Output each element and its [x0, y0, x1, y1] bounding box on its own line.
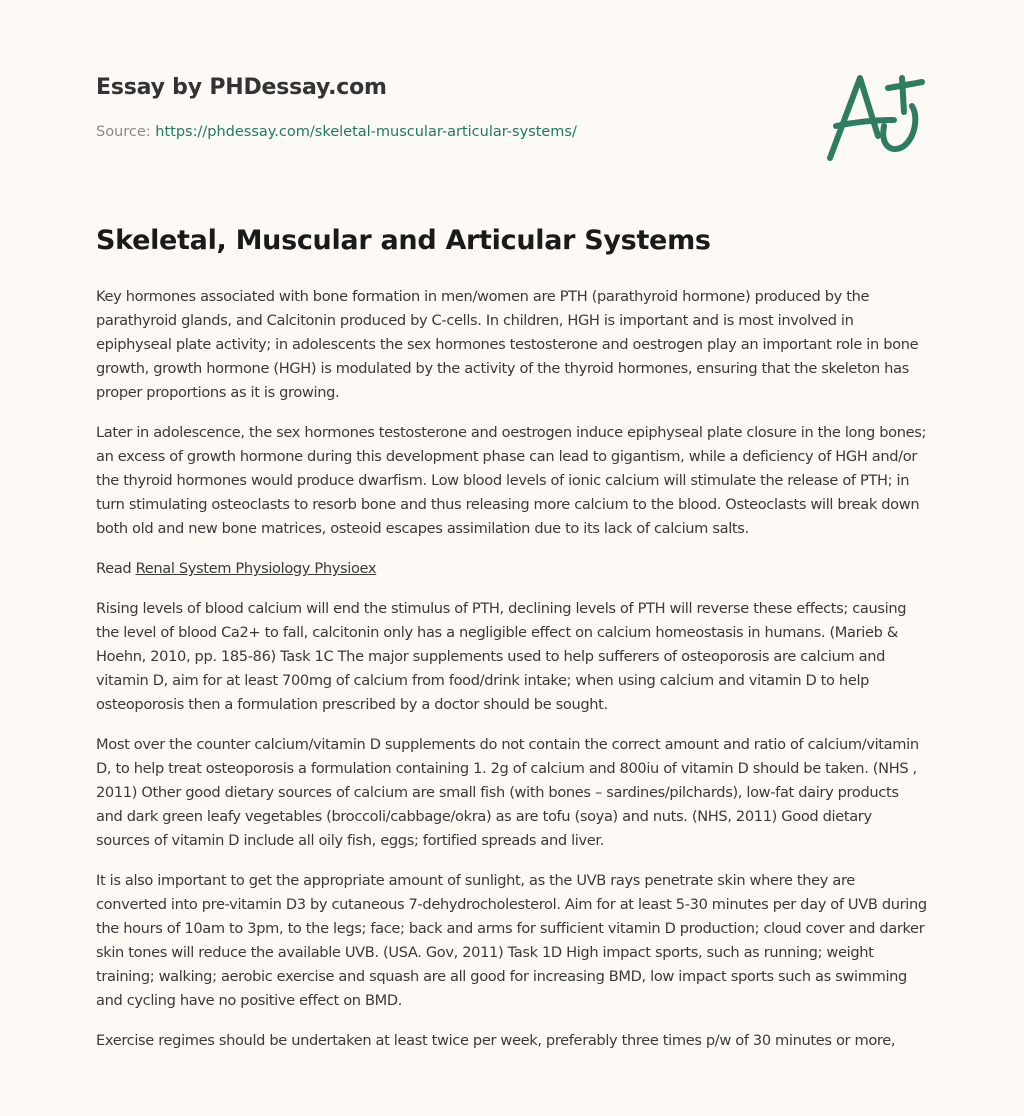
paragraph: Most over the counter calcium/vitamin D supplements do not contain the correct amount and ratio of calcium/vitamin D, to help treat osteoporosis a formulation containing 1. 2g of calcium and 800iu of vitamin D should be taken. (NHS , 2011) Other good dietary sources of calcium are small fish (with bones – sardines/pilchards), low-fat dairy products and dark green leafy vegetables (broccoli/cabbage/okra) as are tofu (soya) and nuts. (NHS, 2011) Good dietary sources of vitamin D include all oily fish, eggs; fortified spreads and liver.	[96, 736, 919, 849]
read-also-link[interactable]: Renal System Physiology Physioex	[135, 560, 377, 577]
paragraph: It is also important to get the appropriate amount of sunlight, as the UVB rays penetrate skin where they are converted into pre-vitamin D3 by cutaneous 7-dehydrocholesterol. Aim for at least 5-30 minutes per day of UVB during the hours of 10am to 3pm, to the legs; face; back and arms for sufficient vitamin D production; cloud cover and darker skin tones will reduce the available UVB. (USA. Gov, 2011) Task 1D High impact sports, such as running; weight training; walking; aerobic exercise and squash are all good for increasing BMD, low impact sports such as swimming and cycling have no positive effect on BMD.	[96, 872, 927, 1009]
source-link[interactable]: https://phdessay.com/skeletal-muscular-articular-systems/	[155, 124, 577, 140]
article-body	[96, 285, 928, 1069]
source-line	[96, 124, 577, 140]
paragraph: Exercise regimes should be undertaken at least twice per week, preferably three times p/w of 30 minutes or more,	[96, 1032, 896, 1049]
a-plus-grade-icon	[820, 66, 930, 166]
paragraph: Later in adolescence, the sex hormones testosterone and oestrogen induce epiphyseal plate closure in the long bones; an excess of growth hormone during this development phase can lead to gigantism, while a deficiency of HGH and/or the thyroid hormones would produce dwarfism. Low blood levels of ionic calcium will stimulate the release of PTH; in turn stimulating osteoclasts to resorb bone and thus releasing more calcium to the blood. Osteoclasts will break down both old and new bone matrices, osteoid escapes assimilation due to its lack of calcium salts.	[96, 424, 927, 537]
paragraph: Rising levels of blood calcium will end the stimulus of PTH, declining levels of PTH will reverse these effects; causing the level of blood Ca2+ to fall, calcitonin only has a negligible effect on calcium homeostasis in humans. (Marieb & Hoehn, 2010, pp. 185-86) Task 1C The major supplements used to help sufferers of osteoporosis are calcium and vitamin D, aim for at least 700mg of calcium from food/drink intake; when using calcium and vitamin D to help osteoporosis then a formulation prescribed by a doctor should be sought.	[96, 600, 907, 713]
paragraph: Key hormones associated with bone formation in men/women are PTH (parathyroid hormone) produced by the parathyroid glands, and Calcitonin produced by C-cells. In children, HGH is important and is most involved in epiphyseal plate activity; in adolescents the sex hormones testosterone and oestrogen play an important role in bone growth, growth hormone (HGH) is modulated by the activity of the thyroid hormones, ensuring that the skeleton has proper proportions as it is growing.	[96, 288, 919, 401]
source-label: Source:	[96, 124, 151, 140]
read-also	[96, 557, 928, 581]
site-brand: Essay by PHDessay.com	[96, 75, 387, 100]
read-also-prefix: Read	[96, 560, 132, 577]
article-title: Skeletal, Muscular and Articular Systems	[96, 225, 711, 256]
